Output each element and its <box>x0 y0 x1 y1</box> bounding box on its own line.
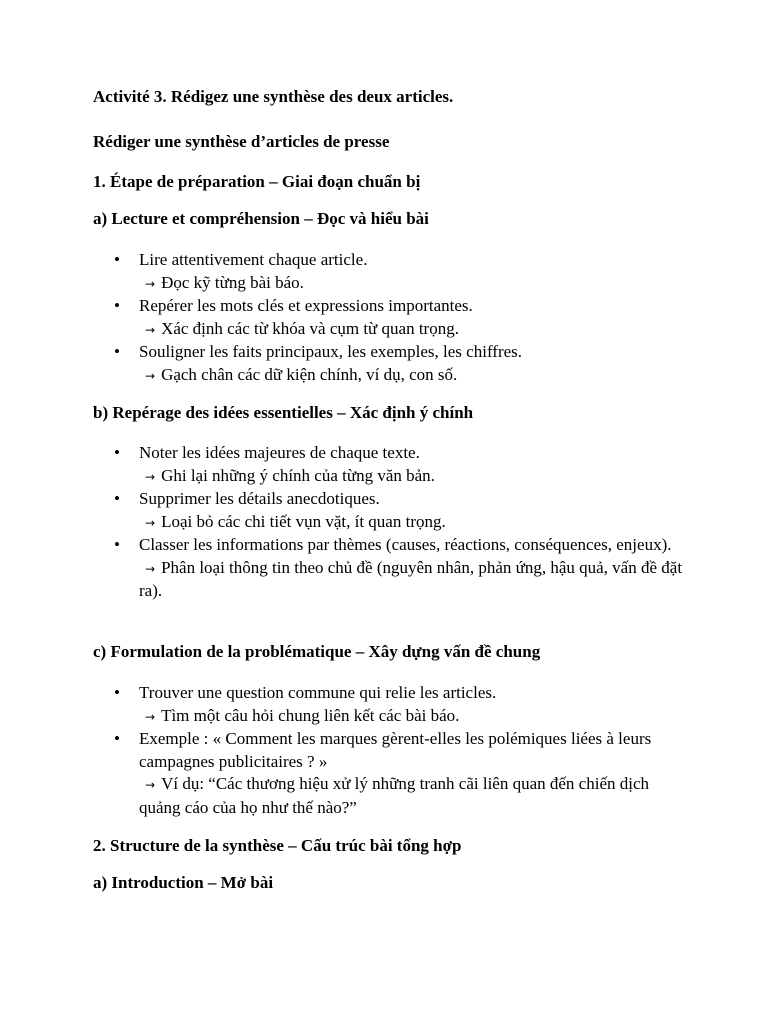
item-fr: Classer les informations par thèmes (causes, réactions, conséquences, enjeux). <box>139 535 672 554</box>
item-fr: Lire attentivement chaque article. <box>139 250 368 269</box>
section-1c-list <box>93 682 683 819</box>
section-1b-title: b) Repérage des idées essentielles – Xác định ý chính <box>93 403 474 422</box>
item-vi: Loại bỏ các chi tiết vụn vặt, ít quan trọng. <box>161 511 446 531</box>
bullet-icon: • <box>114 250 120 269</box>
arrow-right-icon: → <box>145 368 156 383</box>
arrow-right-icon: → <box>145 322 156 337</box>
item-translation <box>139 705 683 729</box>
section-1b-list <box>93 442 683 603</box>
subtitle-text: Rédiger une synthèse d’articles de presse <box>93 132 390 151</box>
arrow-right-icon: → <box>145 515 156 530</box>
list-item <box>93 534 683 603</box>
list-item <box>93 728 683 819</box>
bullet-icon: • <box>114 296 120 315</box>
item-translation <box>139 557 683 603</box>
activity-title: Activité 3. Rédigez une synthèse des deux articles. <box>93 87 454 106</box>
list-item <box>93 442 683 488</box>
section-1-title: 1. Étape de préparation – Giai đoạn chuẩn bị <box>93 172 421 191</box>
bullet-icon: • <box>114 342 120 361</box>
arrow-right-icon: → <box>145 709 156 724</box>
section-1c-title: c) Formulation de la problématique – Xây dựng vấn đề chung <box>93 642 541 661</box>
item-fr: Souligner les faits principaux, les exemples, les chiffres. <box>139 342 523 361</box>
item-vi: Ví dụ: “Các thương hiệu xử lý những tranh cãi liên quan đến chiến dịch quảng cáo của họ như thế nào?” <box>139 774 650 817</box>
item-vi: Xác định các từ khóa và cụm từ quan trọng. <box>161 318 459 338</box>
bullet-icon: • <box>114 535 120 554</box>
section-2a-title: a) Introduction – Mở bài <box>93 873 274 892</box>
bullet-icon: • <box>114 489 120 508</box>
item-fr: Exemple : « Comment les marques gèrent-elles les polémiques liées à leurs campagnes publicitaires ? » <box>139 729 652 771</box>
item-vi: Gạch chân các dữ kiện chính, ví dụ, con số. <box>161 364 458 384</box>
section-1a-title: a) Lecture et compréhension – Đọc và hiểu bài <box>93 209 429 228</box>
item-vi: Tìm một câu hỏi chung liên kết các bài báo. <box>161 705 460 725</box>
item-vi: Đọc kỹ từng bài báo. <box>161 272 304 292</box>
item-fr: Noter les idées majeures de chaque texte. <box>139 443 420 462</box>
item-translation <box>139 773 683 819</box>
item-translation <box>139 511 683 535</box>
section-1a-list <box>93 249 683 387</box>
section-2-title: 2. Structure de la synthèse – Cấu trúc bài tổng hợp <box>93 836 462 855</box>
list-item <box>93 682 683 728</box>
bullet-icon: • <box>114 729 120 748</box>
bullet-icon: • <box>114 443 120 462</box>
list-item <box>93 249 683 295</box>
arrow-right-icon: → <box>145 561 156 576</box>
list-item <box>93 295 683 341</box>
item-vi: Phân loại thông tin theo chủ đề (nguyên nhân, phản ứng, hậu quả, vấn đề đặt ra). <box>139 557 683 600</box>
item-translation <box>139 364 683 388</box>
arrow-right-icon: → <box>145 778 156 792</box>
bullet-icon: • <box>114 683 120 702</box>
arrow-right-icon: → <box>145 469 156 484</box>
item-fr: Repérer les mots clés et expressions importantes. <box>139 296 473 315</box>
list-item <box>93 341 683 387</box>
list-item <box>93 488 683 534</box>
item-fr: Supprimer les détails anecdotiques. <box>139 489 380 508</box>
subtitle-heading <box>93 131 389 154</box>
item-translation <box>139 318 683 342</box>
item-translation <box>139 272 683 296</box>
item-fr: Trouver une question commune qui relie les articles. <box>139 683 497 702</box>
arrow-right-icon: → <box>145 276 156 291</box>
item-translation <box>139 465 683 489</box>
item-vi: Ghi lại những ý chính của từng văn bản. <box>161 465 435 485</box>
